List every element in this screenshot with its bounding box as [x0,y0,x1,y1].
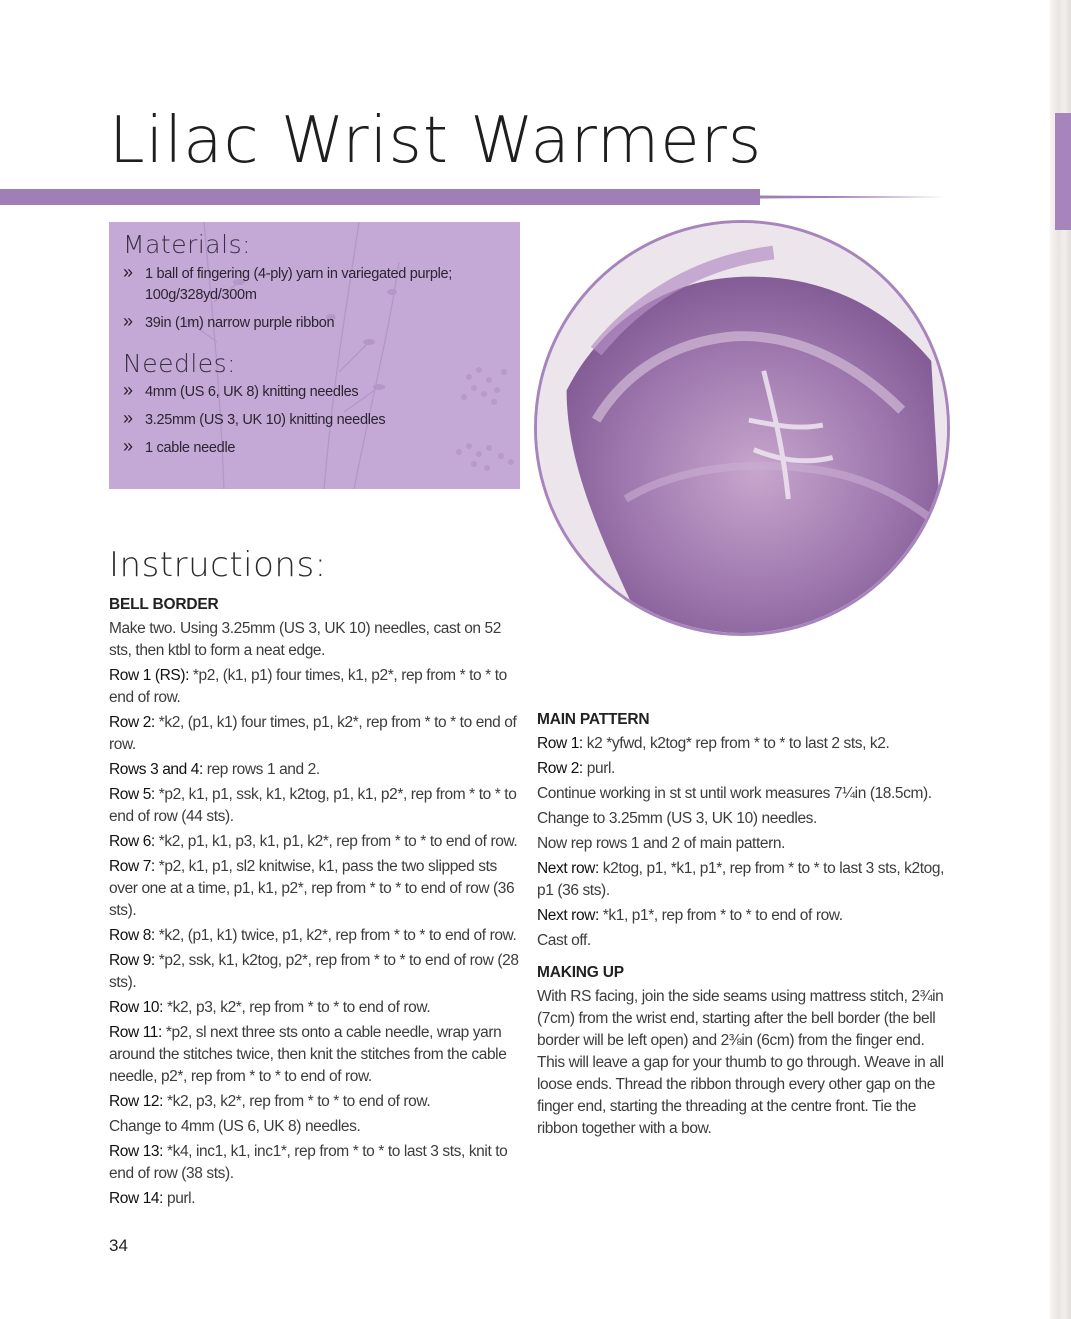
list-item: » 4mm (US 6, UK 8) knitting needles [123,380,359,400]
pattern-row: Change to 4mm (US 6, UK 8) needles. [109,1118,361,1135]
pattern-row: Row 1 (RS): *p2, (k1, p1) four times, k1, p2*, rep from * to * to end of row. [109,667,507,706]
main-pattern-section [537,709,949,1143]
chapter-tab [1055,113,1071,230]
paragraph: With RS facing, join the side seams using mattress stitch, 2¾in (7cm) from the wrist end, starting after the bell border (the bell border will be left open) and 2⅜in (6cm) from the finger end. This will leave a gap for your thumb to go through. Weave in all loose ends. Thread the ribbon through every other gap on the finger end, starting the threading at the centre front. Tie the ribbon together with a bow. [537,988,944,1137]
materials-heading: Materials: [123,230,252,259]
pattern-row: Change to 3.25mm (US 3, UK 10) needles. [537,810,817,827]
materials-box [109,222,520,489]
pattern-row: Row 8: *k2, (p1, k1) twice, p1, k2*, rep from * to * to end of row. [109,927,517,944]
section-heading: BELL BORDER [109,596,219,613]
bell-border-section [109,594,521,1213]
pattern-row: Row 6: *k2, p1, k1, p3, k1, p1, k2*, rep from * to * to end of row. [109,833,518,850]
pattern-row: Row 5: *p2, k1, p1, ssk, k1, k2tog, p1, k1, p2*, rep from * to * to end of row (44 sts). [109,786,517,825]
pattern-row: Row 11: *p2, sl next three sts onto a cable needle, wrap yarn around the stitches twice, then knit the stitches from the cable needle, p2*, rep from * to * to end of row. [109,1024,507,1085]
chevron-bullet-icon: » [123,436,133,456]
page-title: Lilac Wrist Warmers [109,104,763,178]
needles-list [123,382,453,466]
chevron-bullet-icon: » [123,262,133,282]
knitted-fabric-image [537,223,947,633]
materials-list [123,264,453,341]
instructions-heading: Instructions: [109,545,327,585]
pattern-row: Row 9: *p2, ssk, k1, k2tog, p2*, rep from * to * to end of row (28 sts). [109,952,519,991]
pattern-row: Continue working in st st until work measures 7¼in (18.5cm). [537,785,932,802]
section-heading: MAIN PATTERN [537,711,650,728]
pattern-row: Row 1: k2 *yfwd, k2tog* rep from * to * to last 2 sts, k2. [537,735,890,752]
wrist-warmer-photo [534,220,950,636]
pattern-row: Next row: k2tog, p1, *k1, p1*, rep from * to * to last 3 sts, k2tog, p1 (36 sts). [537,860,945,899]
section-heading: MAKING UP [537,964,624,981]
list-item: » 1 ball of fingering (4-ply) yarn in variegated purple; 100g/328yd/300m [123,262,453,303]
chevron-bullet-icon: » [123,380,133,400]
chevron-bullet-icon: » [123,311,133,331]
needles-heading: Needles: [123,349,237,378]
pattern-row: Row 12: *k2, p3, k2*, rep from * to * to end of row. [109,1093,431,1110]
pattern-row: Row 2: purl. [537,760,615,777]
chevron-bullet-icon: » [123,408,133,428]
pattern-row: Rows 3 and 4: rep rows 1 and 2. [109,761,320,778]
pattern-row: Cast off. [537,932,591,949]
list-item: » 39in (1m) narrow purple ribbon [123,311,335,331]
pattern-row: Row 7: *p2, k1, p1, sl2 knitwise, k1, pass the two slipped sts over one at a time, p1, k1, p2*, rep from * to * to end of row (36 sts). [109,858,515,919]
page-number: 34 [109,1236,128,1255]
pattern-row: Row 10: *k2, p3, k2*, rep from * to * to end of row. [109,999,431,1016]
pattern-row: Now rep rows 1 and 2 of main pattern. [537,835,785,852]
paragraph: Make two. Using 3.25mm (US 3, UK 10) needles, cast on 52 sts, then ktbl to form a neat edge. [109,620,501,659]
pattern-row: Next row: *k1, p1*, rep from * to * to end of row. [537,907,843,924]
list-item: » 3.25mm (US 3, UK 10) knitting needles [123,408,386,428]
pattern-row: Row 2: *k2, (p1, k1) four times, p1, k2*, rep from * to * to end of row. [109,714,517,753]
list-item: » 1 cable needle [123,436,236,456]
pattern-row: Row 14: purl. [109,1190,196,1207]
pattern-row: Row 13: *k4, inc1, k1, inc1*, rep from * to * to last 3 sts, knit to end of row (38 sts). [109,1143,508,1182]
